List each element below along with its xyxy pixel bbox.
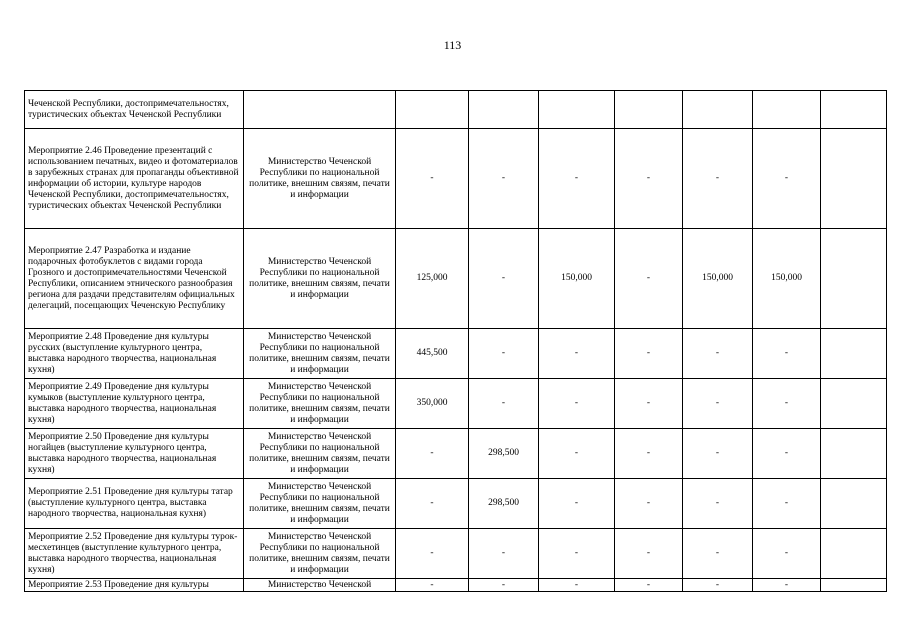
value-cell: - — [615, 479, 683, 529]
activities-table — [24, 90, 887, 592]
table-row — [25, 329, 887, 379]
activity-name-cell: Мероприятие 2.48 Проведение дня культуры русских (выступление культурного центра, выставка народного творчества, национальная кухня) — [25, 329, 244, 379]
value-cell: - — [396, 479, 469, 529]
table-row — [25, 579, 887, 592]
value-cell — [821, 329, 887, 379]
value-cell: 150,000 — [753, 229, 821, 329]
value-cell: - — [539, 579, 615, 592]
value-cell: - — [396, 529, 469, 579]
value-cell: 150,000 — [683, 229, 753, 329]
value-cell: - — [753, 579, 821, 592]
value-cell: - — [396, 429, 469, 479]
value-cell: - — [539, 129, 615, 229]
activity-name-cell: Мероприятие 2.51 Проведение дня культуры татар (выступление культурного центра, выставка народного творчества, национальная кухня) — [25, 479, 244, 529]
value-cell: - — [683, 129, 753, 229]
activity-name-cell: Мероприятие 2.46 Проведение презентаций с использованием печатных, видео и фотоматериалов в зарубежных странах для пропаганды объективной информации об истории, культуре народов Чеченской Республики, достопримечательностях, туристических объектах Чеченской Республики — [25, 129, 244, 229]
value-cell: - — [539, 479, 615, 529]
value-cell: - — [539, 429, 615, 479]
value-cell: - — [396, 129, 469, 229]
value-cell: - — [469, 379, 539, 429]
value-cell: - — [469, 579, 539, 592]
value-cell: 125,000 — [396, 229, 469, 329]
value-cell — [821, 129, 887, 229]
value-cell: 350,000 — [396, 379, 469, 429]
value-cell: - — [469, 329, 539, 379]
executor-cell: Министерство Чеченской Республики по национальной политике, внешним связям, печати и информации — [244, 329, 396, 379]
value-cell — [821, 379, 887, 429]
executor-cell — [244, 91, 396, 129]
value-cell: - — [469, 229, 539, 329]
value-cell: - — [683, 329, 753, 379]
value-cell — [821, 91, 887, 129]
activity-name-cell: Мероприятие 2.47 Разработка и издание подарочных фотобуклетов с видами города Грозного и достопримечательностями Чеченской Республики, описанием этнического разнообразия региона для раздачи представителям официальных делегаций, посещающих Чеченскую Республику — [25, 229, 244, 329]
executor-cell: Министерство Чеченской Республики по национальной политике, внешним связям, печати и информации — [244, 129, 396, 229]
value-cell: 298,500 — [469, 429, 539, 479]
executor-cell: Министерство Чеченской Республики по национальной политике, внешним связям, печати и информации — [244, 479, 396, 529]
value-cell — [821, 579, 887, 592]
value-cell — [539, 91, 615, 129]
value-cell: - — [539, 379, 615, 429]
value-cell: - — [753, 529, 821, 579]
value-cell: - — [539, 329, 615, 379]
table-row — [25, 91, 887, 129]
value-cell — [753, 91, 821, 129]
value-cell — [821, 529, 887, 579]
activity-name-cell: Мероприятие 2.50 Проведение дня культуры ногайцев (выступление культурного центра, выставка народного творчества, национальная кухня) — [25, 429, 244, 479]
activity-name-cell: Чеченской Республики, достопримечательностях, туристических объектах Чеченской Республики — [25, 91, 244, 129]
executor-cell: Министерство Чеченской Республики по национальной политике, внешним связям, печати и информации — [244, 229, 396, 329]
value-cell: - — [753, 479, 821, 529]
value-cell: - — [753, 129, 821, 229]
value-cell: - — [396, 579, 469, 592]
value-cell: - — [683, 429, 753, 479]
value-cell: - — [539, 529, 615, 579]
value-cell: - — [469, 129, 539, 229]
value-cell: - — [753, 379, 821, 429]
value-cell: - — [683, 379, 753, 429]
value-cell: - — [615, 129, 683, 229]
value-cell: - — [615, 329, 683, 379]
value-cell: 150,000 — [539, 229, 615, 329]
value-cell — [469, 91, 539, 129]
activity-name-cell: Мероприятие 2.49 Проведение дня культуры кумыков (выступление культурного центра, выставка народного творчества, национальная кухня) — [25, 379, 244, 429]
table-row — [25, 129, 887, 229]
executor-cell: Министерство Чеченской — [244, 579, 396, 592]
table-row — [25, 429, 887, 479]
table-row — [25, 529, 887, 579]
value-cell: - — [615, 429, 683, 479]
value-cell: - — [615, 529, 683, 579]
value-cell: - — [753, 429, 821, 479]
table-row — [25, 379, 887, 429]
value-cell: - — [683, 579, 753, 592]
table-row — [25, 479, 887, 529]
activity-name-cell: Мероприятие 2.53 Проведение дня культуры — [25, 579, 244, 592]
value-cell: - — [469, 529, 539, 579]
value-cell — [396, 91, 469, 129]
value-cell — [821, 479, 887, 529]
table-row — [25, 229, 887, 329]
value-cell: - — [615, 379, 683, 429]
value-cell — [615, 91, 683, 129]
value-cell: 298,500 — [469, 479, 539, 529]
value-cell: - — [615, 579, 683, 592]
value-cell: - — [753, 329, 821, 379]
value-cell: - — [615, 229, 683, 329]
executor-cell: Министерство Чеченской Республики по национальной политике, внешним связям, печати и информации — [244, 429, 396, 479]
value-cell: 445,500 — [396, 329, 469, 379]
executor-cell: Министерство Чеченской Республики по национальной политике, внешним связям, печати и информации — [244, 529, 396, 579]
activity-name-cell: Мероприятие 2.52 Проведение дня культуры турок-месхетинцев (выступление культурного центра, выставка народного творчества, национальная кухня) — [25, 529, 244, 579]
page-number: 113 — [443, 38, 462, 52]
value-cell: - — [683, 529, 753, 579]
value-cell — [821, 429, 887, 479]
value-cell: - — [683, 479, 753, 529]
executor-cell: Министерство Чеченской Республики по национальной политике, внешним связям, печати и информации — [244, 379, 396, 429]
value-cell — [821, 229, 887, 329]
value-cell — [683, 91, 753, 129]
